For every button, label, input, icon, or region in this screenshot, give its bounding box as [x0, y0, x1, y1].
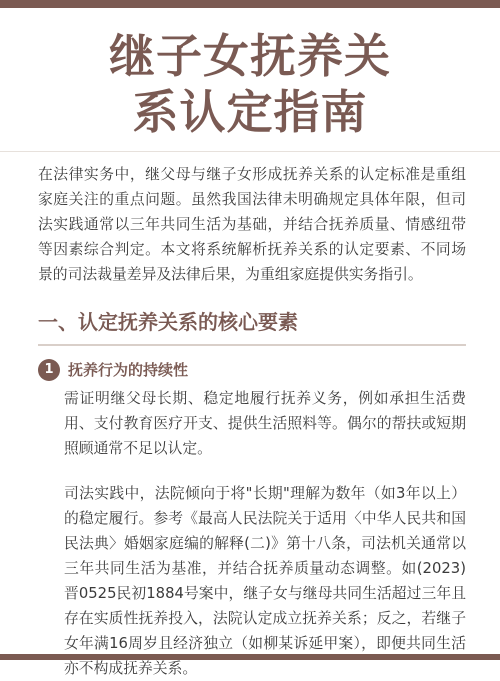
- title-line-1: 继子女抚养关: [109, 29, 391, 83]
- page-header: [0, 0, 500, 152]
- list-item: [38, 358, 466, 681]
- article-content: [0, 162, 500, 681]
- number-badge: 1: [38, 359, 60, 381]
- section-divider: [38, 344, 466, 346]
- item-title: 抚养行为的持续性: [68, 361, 189, 379]
- intro-paragraph: 在法律实务中，继父母与继子女形成抚养关系的认定标准是重组家庭关注的重点问题。虽然我国法律未明确规定具体年限，但司法实践通常以三年共同生活为基础，并结合抚养质量、情感纽带等因素综合判定。本文将系统解析抚养关系的认定要素、不同场景的司法裁量差异及法律后果，为重组家庭提供实务指引。: [38, 166, 466, 283]
- section-core-elements: [38, 308, 466, 681]
- bottom-accent-bar: [0, 654, 500, 660]
- item-paragraph-1: 需证明继父母长期、稳定地履行抚养义务，例如承担生活费用、支付教育医疗开支、提供生活照料等。偶尔的帮扶或短期照顾通常不足以认定。: [64, 390, 466, 457]
- item-header: [38, 358, 466, 382]
- section-heading: 一、认定抚养关系的核心要素: [38, 310, 298, 334]
- title-line-2: 系认定指南: [132, 85, 368, 139]
- top-accent-bar: [0, 0, 500, 8]
- item-paragraph-2: 司法实践中，法院倾向于将"长期"理解为数年（如3年以上）的稳定履行。参考《最高人民法院关于适用〈中华人民共和国民法典〉婚姻家庭编的解释(二)》第十八条，司法机关通常以三年共同生活为基准，并结合抚养质量动态调整。如(2023)晋0525民初1884号案中，继子女与继母共同生活超过三年且存在实质性抚养投入，法院认定成立抚养关系；反之，若继子女年满16周岁且经济独立（如柳某诉延甲案），即便共同生活亦不构成抚养关系。: [64, 485, 466, 677]
- page-title: [0, 28, 500, 140]
